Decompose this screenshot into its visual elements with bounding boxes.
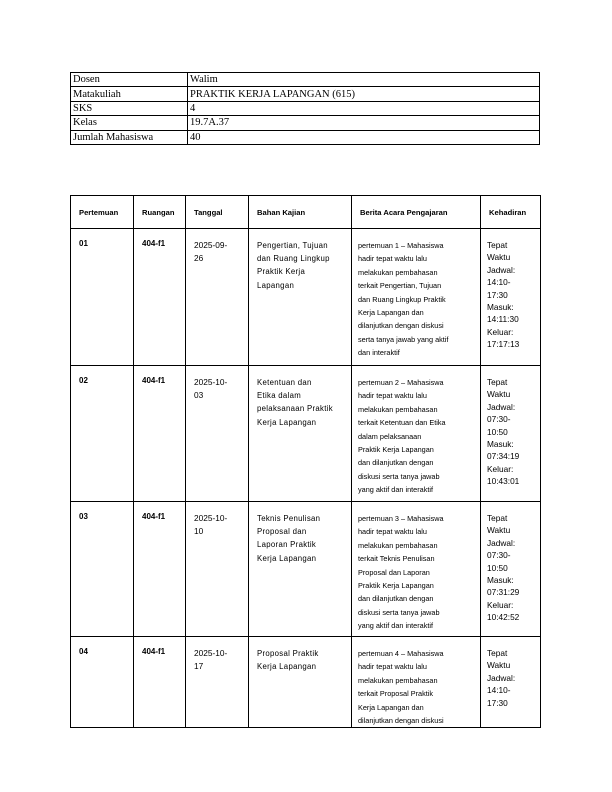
kehadiran-line: Tepat [487,648,508,658]
tanggal-line: 2025-09- [194,240,228,250]
kehadiran-line: 14:10- [487,277,511,288]
course-info-label: SKS [71,101,188,115]
cell-pertemuan: 02 [71,366,134,502]
course-info-row [71,116,540,130]
schedule-row [71,502,541,637]
kehadiran-line: 07:34:19 [487,451,520,462]
cell-pertemuan: 04 [71,637,134,728]
cell-kehadiran [481,366,541,502]
kehadiran-line: 07:31:29 [487,587,520,598]
berita-acara-line: melakukan pembahasan [358,404,438,414]
berita-acara-line: hadir tepat waktu lalu [358,527,427,537]
course-info-row [71,73,540,87]
berita-acara-line: dilanjutkan dengan diskusi [358,716,444,726]
berita-acara-line: terkait Proposal Praktik [358,689,434,699]
cell-tanggal [186,502,249,637]
bahan-kajian-line: Praktik Kerja [257,267,306,277]
header-kehadiran: Kehadiran [481,196,541,229]
tanggal-line: 10 [194,525,204,536]
course-info-row [71,87,540,101]
cell-pertemuan: 01 [71,229,134,366]
berita-acara-line: Praktik Kerja Lapangan [358,581,434,591]
kehadiran-line: Tepat [487,513,508,523]
kehadiran-line: 10:43:01 [487,476,520,487]
cell-kehadiran [481,502,541,637]
header-pertemuan: Pertemuan [71,196,134,229]
tanggal-line: 26 [194,252,204,263]
header-berita-acara: Berita Acara Pengajaran [352,196,481,229]
berita-acara-line: dan interaktif [358,348,400,358]
kehadiran-line: 07:30- [487,414,511,425]
berita-acara-line: Proposal dan Laporan [358,567,430,577]
bahan-kajian-line: Laporan Praktik [257,540,317,550]
berita-acara-line: terkait Teknis Penulisan [358,554,435,564]
kehadiran-line: Keluar: [487,599,514,610]
bahan-kajian-line: dan Ruang Lingkup [257,254,330,264]
berita-acara-line: melakukan pembahasan [358,540,438,550]
course-info-value: Walim [188,73,540,87]
kehadiran-line: Waktu [487,389,511,400]
kehadiran-line: Keluar: [487,463,514,474]
schedule-row [71,229,541,366]
berita-acara-line: pertemuan 1 – Mahasiswa [358,241,444,250]
kehadiran-line: Waktu [487,252,511,263]
header-ruangan: Ruangan [134,196,186,229]
course-info-row [71,130,540,144]
kehadiran-line: 14:11:30 [487,314,519,325]
cell-ruangan: 404-f1 [134,502,186,637]
berita-acara-line: dan dilanjutkan dengan [358,594,434,604]
bahan-kajian-line: Lapangan [257,280,295,290]
bahan-kajian-line: Etika dalam [257,391,302,401]
header-tanggal: Tanggal [186,196,249,229]
berita-acara-line: hadir tepat waktu lalu [358,391,427,401]
berita-acara-line: hadir tepat waktu lalu [358,254,427,264]
kehadiran-line: Jadwal: [487,264,516,275]
berita-acara-line: Kerja Lapangan dan [358,308,424,318]
berita-acara-line: pertemuan 2 – Mahasiswa [358,378,444,387]
kehadiran-line: Keluar: [487,326,514,337]
kehadiran-line: 17:30 [487,697,508,708]
cell-bahan-kajian [249,229,352,366]
cell-kehadiran [481,637,541,728]
cell-tanggal [186,366,249,502]
course-info-body [71,73,540,145]
berita-acara-line: yang aktif dan interaktif [358,485,434,495]
cell-kehadiran [481,229,541,366]
cell-berita-acara [352,229,481,366]
course-info-value: PRAKTIK KERJA LAPANGAN (615) [188,87,540,101]
bahan-kajian-line: Proposal Praktik [257,649,319,658]
bahan-kajian-line: Kerja Lapangan [257,662,317,672]
cell-bahan-kajian [249,366,352,502]
bahan-kajian-line: Proposal dan [257,527,307,537]
kehadiran-line: Jadwal: [487,401,516,412]
bahan-kajian-line: Pengertian, Tujuan [257,241,328,250]
bahan-kajian-line: Kerja Lapangan [257,417,317,427]
berita-acara-line: dalam pelaksanaan [358,431,422,441]
schedule-body [71,229,541,728]
tanggal-line: 2025-10- [194,648,228,658]
header-bahan-kajian: Bahan Kajian [249,196,352,229]
berita-acara-line: hadir tepat waktu lalu [358,662,427,672]
kehadiran-line: Waktu [487,525,511,536]
schedule-row [71,366,541,502]
course-info-row [71,101,540,115]
kehadiran-line: Jadwal: [487,537,516,548]
berita-acara-line: Kerja Lapangan dan [358,702,424,712]
kehadiran-line: Masuk: [487,439,514,450]
berita-acara-line: pertemuan 4 – Mahasiswa [358,649,444,658]
schedule-row [71,637,541,728]
bahan-kajian-line: Teknis Penulisan [257,514,321,523]
tanggal-line: 17 [194,660,204,671]
kehadiran-line: 10:50 [487,426,508,437]
berita-acara-line: melakukan pembahasan [358,675,438,685]
kehadiran-line: 07:30- [487,550,511,561]
course-info-value: 40 [188,130,540,144]
course-info-value: 4 [188,101,540,115]
course-info-value: 19.7A.37 [188,116,540,130]
course-info-label: Kelas [71,116,188,130]
berita-acara-line: Praktik Kerja Lapangan [358,445,434,455]
bahan-kajian-line: Ketentuan dan [257,378,312,387]
kehadiran-line: 10:50 [487,562,508,573]
cell-pertemuan: 03 [71,502,134,637]
berita-acara-line: dan Ruang Lingkup Praktik [358,294,446,304]
cell-tanggal [186,229,249,366]
cell-berita-acara [352,366,481,502]
cell-bahan-kajian [249,502,352,637]
course-info-label: Dosen [71,73,188,87]
kehadiran-line: Tepat [487,240,508,250]
bahan-kajian-line: pelaksanaan Praktik [257,404,333,414]
kehadiran-line: Waktu [487,660,511,671]
cell-berita-acara [352,502,481,637]
cell-ruangan: 404-f1 [134,229,186,366]
berita-acara-line: diskusi serta tanya jawab [358,607,440,617]
cell-ruangan: 404-f1 [134,366,186,502]
berita-acara-line: dilanjutkan dengan diskusi [358,321,444,331]
berita-acara-line: terkait Pengertian, Tujuan [358,281,442,291]
cell-ruangan: 404-f1 [134,637,186,728]
cell-bahan-kajian [249,637,352,728]
kehadiran-line: Tepat [487,377,508,387]
berita-acara-line: pertemuan 3 – Mahasiswa [358,514,444,523]
kehadiran-line: Masuk: [487,575,514,586]
schedule-table [70,195,541,728]
kehadiran-line: 17:17:13 [487,339,520,350]
tanggal-line: 2025-10- [194,513,228,523]
course-info-label: Jumlah Mahasiswa [71,130,188,144]
kehadiran-line: 14:10- [487,685,511,696]
tanggal-line: 03 [194,389,204,400]
kehadiran-line: 17:30 [487,289,508,300]
berita-acara-line: dan dilanjutkan dengan [358,458,434,468]
berita-acara-line: serta tanya jawab yang aktif [358,334,449,344]
berita-acara-line: melakukan pembahasan [358,267,438,277]
cell-tanggal [186,637,249,728]
kehadiran-line: Jadwal: [487,672,516,683]
tanggal-line: 2025-10- [194,377,228,387]
kehadiran-line: Masuk: [487,302,514,313]
course-info-label: Matakuliah [71,87,188,101]
kehadiran-line: 10:42:52 [487,612,520,623]
berita-acara-line: diskusi serta tanya jawab [358,471,440,481]
schedule-header-row [71,196,541,229]
berita-acara-line: yang aktif dan interaktif [358,621,434,631]
course-info-table [70,72,540,145]
cell-berita-acara [352,637,481,728]
berita-acara-line: terkait Ketentuan dan Etika [358,418,446,428]
bahan-kajian-line: Kerja Lapangan [257,553,317,563]
